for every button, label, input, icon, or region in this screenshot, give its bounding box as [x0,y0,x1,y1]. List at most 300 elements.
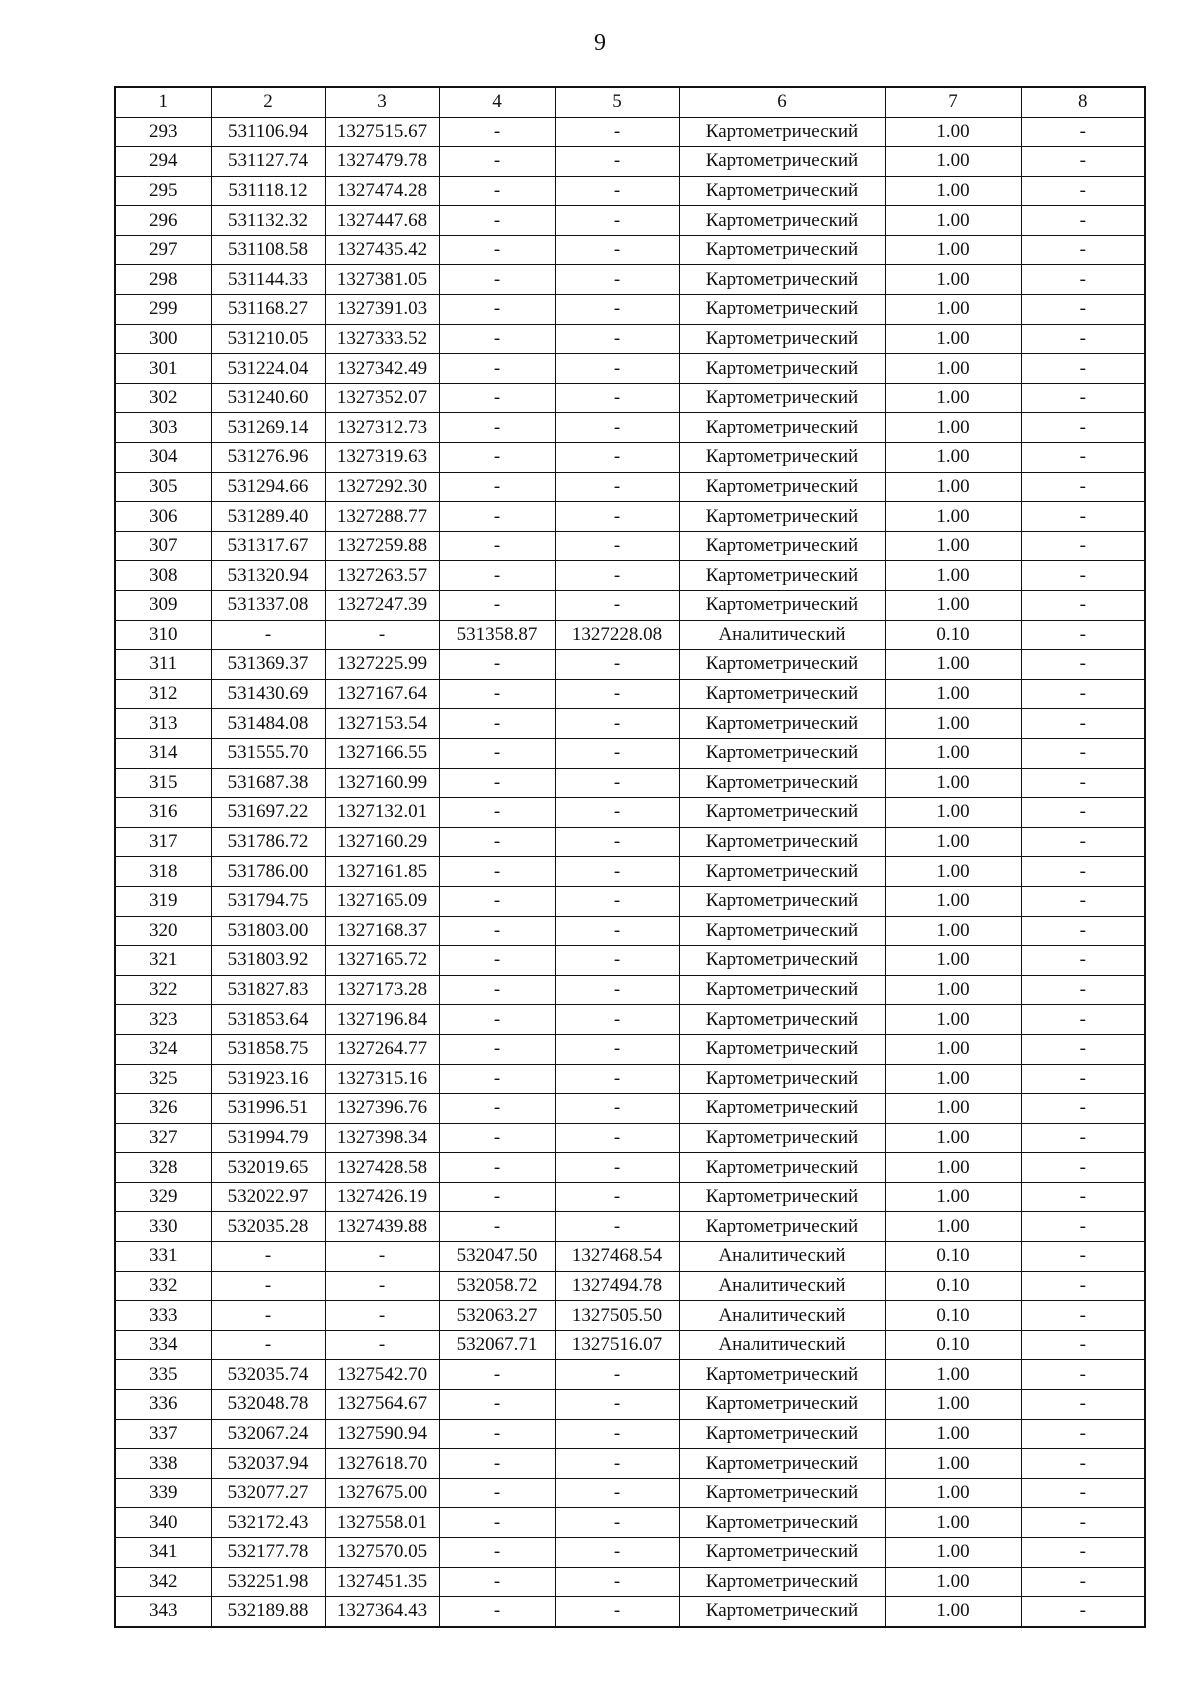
table-cell: Картометрический [679,1034,885,1064]
table-cell: 317 [115,827,211,857]
table-cell: 531996.51 [211,1094,325,1124]
table-cell: 1327315.16 [325,1064,439,1094]
table-cell: 1327342.49 [325,354,439,384]
table-cell: 313 [115,709,211,739]
table-cell: 532067.24 [211,1419,325,1449]
table-cell: - [555,413,679,443]
table-cell: - [1021,354,1145,384]
table-cell: 1.00 [885,235,1021,265]
table-cell: 532035.74 [211,1360,325,1390]
table-cell: 1327228.08 [555,620,679,650]
table-cell: - [1021,295,1145,325]
table-cell: - [1021,591,1145,621]
table-cell: 531276.96 [211,443,325,473]
table-cell: - [1021,383,1145,413]
table-row [115,1449,1145,1479]
table-cell: - [439,176,555,206]
table-cell: - [439,650,555,680]
table-row [115,738,1145,768]
table-row [115,886,1145,916]
table-cell: - [1021,1212,1145,1242]
table-row [115,561,1145,591]
table-cell: 1.00 [885,1360,1021,1390]
table-cell: 333 [115,1301,211,1331]
table-cell: - [555,235,679,265]
table-cell: - [439,295,555,325]
table-cell: 327 [115,1123,211,1153]
table-cell: 324 [115,1034,211,1064]
table-cell: 1.00 [885,561,1021,591]
table-cell: 531317.67 [211,531,325,561]
table-cell: - [1021,798,1145,828]
table-cell: 531555.70 [211,738,325,768]
table-cell: Аналитический [679,1301,885,1331]
table-cell: 1.00 [885,1034,1021,1064]
table-cell: 1.00 [885,1182,1021,1212]
table-cell: 532251.98 [211,1567,325,1597]
table-row [115,1153,1145,1183]
column-header-3: 3 [325,87,439,117]
table-row [115,1064,1145,1094]
table-cell: - [555,768,679,798]
column-header-1: 1 [115,87,211,117]
column-header-5: 5 [555,87,679,117]
table-cell: Картометрический [679,827,885,857]
table-cell: 1.00 [885,354,1021,384]
table-cell: 1.00 [885,798,1021,828]
table-cell: - [555,295,679,325]
table-cell: 1.00 [885,502,1021,532]
table-row [115,1360,1145,1390]
table-cell: Картометрический [679,324,885,354]
table-cell: 293 [115,117,211,147]
table-row [115,1330,1145,1360]
table-cell: Картометрический [679,1094,885,1124]
table-cell: - [555,265,679,295]
table-cell: 326 [115,1094,211,1124]
table-cell: 1.00 [885,1597,1021,1627]
table-cell: 1327166.55 [325,738,439,768]
table-cell: - [555,1567,679,1597]
table-cell: - [439,1153,555,1183]
table-cell: 320 [115,916,211,946]
table-cell: 1.00 [885,1478,1021,1508]
table-cell: - [1021,531,1145,561]
table-cell: - [1021,946,1145,976]
table-cell: - [439,857,555,887]
table-cell: - [555,738,679,768]
table-cell: - [1021,827,1145,857]
table-cell: 531994.79 [211,1123,325,1153]
table-cell: 1.00 [885,176,1021,206]
table-cell: - [325,1301,439,1331]
table-cell: 531697.22 [211,798,325,828]
table-row [115,1419,1145,1449]
table-cell: - [439,502,555,532]
table-row [115,265,1145,295]
table-row [115,1567,1145,1597]
table-cell: 531803.00 [211,916,325,946]
table-cell: - [555,324,679,354]
table-cell: - [211,1330,325,1360]
table-cell: - [1021,1242,1145,1272]
table-cell: - [1021,1094,1145,1124]
table-cell: Картометрический [679,591,885,621]
table-cell: 1327165.09 [325,886,439,916]
table-cell: Картометрический [679,1123,885,1153]
table-cell: 1327494.78 [555,1271,679,1301]
table-cell: 1327391.03 [325,295,439,325]
table-cell: 307 [115,531,211,561]
table-cell: - [555,1419,679,1449]
table-cell: 340 [115,1508,211,1538]
table-cell: - [439,324,555,354]
table-cell: 1.00 [885,324,1021,354]
table-cell: 532019.65 [211,1153,325,1183]
table-cell: - [439,591,555,621]
table-cell: - [439,827,555,857]
table-cell: - [439,531,555,561]
table-cell: 1327474.28 [325,176,439,206]
table-cell: Картометрический [679,176,885,206]
table-row [115,827,1145,857]
table-cell: 332 [115,1271,211,1301]
table-cell: 531108.58 [211,235,325,265]
table-cell: 1.00 [885,768,1021,798]
table-cell: 1.00 [885,650,1021,680]
table-cell: 1327542.70 [325,1360,439,1390]
table-row [115,1094,1145,1124]
table-cell: - [555,1182,679,1212]
table-cell: 1327165.72 [325,946,439,976]
table-cell: - [555,1153,679,1183]
table-cell: 1327364.43 [325,1597,439,1627]
table-cell: 1327312.73 [325,413,439,443]
table-cell: - [555,1212,679,1242]
table-cell: Картометрический [679,206,885,236]
table-row [115,1242,1145,1272]
table-cell: Картометрический [679,1153,885,1183]
table-cell: 1327590.94 [325,1419,439,1449]
table-cell: 1.00 [885,531,1021,561]
table-cell: - [439,265,555,295]
table-row [115,1005,1145,1035]
table-row [115,975,1145,1005]
table-cell: - [439,206,555,236]
table-cell: Картометрический [679,1360,885,1390]
table-cell: 343 [115,1597,211,1627]
table-cell: - [1021,443,1145,473]
table-cell: - [439,354,555,384]
table-cell: - [439,738,555,768]
table-cell: - [439,443,555,473]
table-cell: - [439,1064,555,1094]
table-row [115,1478,1145,1508]
table-cell: - [1021,1182,1145,1212]
table-cell: 319 [115,886,211,916]
table-row [115,1034,1145,1064]
table-cell: 336 [115,1390,211,1420]
table-cell: 325 [115,1064,211,1094]
table-cell: 1.00 [885,1538,1021,1568]
table-cell: 531289.40 [211,502,325,532]
table-cell: Картометрический [679,235,885,265]
table-cell: 306 [115,502,211,532]
table-cell: 531118.12 [211,176,325,206]
table-cell: 531269.14 [211,413,325,443]
table-cell: 1.00 [885,413,1021,443]
table-cell: 330 [115,1212,211,1242]
table-cell: 305 [115,472,211,502]
table-cell: - [555,916,679,946]
table-cell: - [439,798,555,828]
table-cell: - [1021,147,1145,177]
table-cell: 341 [115,1538,211,1568]
table-cell: Картометрический [679,1064,885,1094]
table-cell: Картометрический [679,1567,885,1597]
table-cell: 1327153.54 [325,709,439,739]
table-cell: 1.00 [885,1567,1021,1597]
table-cell: 1327447.68 [325,206,439,236]
table-cell: 321 [115,946,211,976]
table-cell: - [555,176,679,206]
table-cell: 531210.05 [211,324,325,354]
table-cell: Картометрический [679,1508,885,1538]
table-cell: - [1021,768,1145,798]
table-cell: 342 [115,1567,211,1597]
table-cell: - [1021,235,1145,265]
table-cell: - [439,1034,555,1064]
table-row [115,1271,1145,1301]
table-cell: 1.00 [885,472,1021,502]
table-cell: Аналитический [679,1271,885,1301]
table-cell: 1.00 [885,1419,1021,1449]
table-cell: - [439,117,555,147]
table-row [115,117,1145,147]
table-cell: - [555,383,679,413]
table-cell: 531369.37 [211,650,325,680]
table-cell: - [1021,650,1145,680]
table-cell: 1.00 [885,1094,1021,1124]
table-cell: Картометрический [679,738,885,768]
table-cell: - [555,1094,679,1124]
table-row [115,147,1145,177]
table-cell: 331 [115,1242,211,1272]
table-cell: 1327396.76 [325,1094,439,1124]
table-cell: Картометрический [679,1005,885,1035]
table-cell: 1327479.78 [325,147,439,177]
table-cell: Картометрический [679,946,885,976]
table-cell: - [555,709,679,739]
table-cell: 1.00 [885,1508,1021,1538]
table-cell: - [555,1360,679,1390]
table-cell: 1.00 [885,147,1021,177]
table-row [115,1123,1145,1153]
table-cell: 532189.88 [211,1597,325,1627]
column-header-8: 8 [1021,87,1145,117]
table-cell: Картометрический [679,531,885,561]
table-row [115,295,1145,325]
table-cell: 531144.33 [211,265,325,295]
table-cell: Картометрический [679,443,885,473]
table-cell: - [1021,1538,1145,1568]
table-cell: 299 [115,295,211,325]
table-cell: - [1021,620,1145,650]
column-header-6: 6 [679,87,885,117]
table-cell: 338 [115,1449,211,1479]
table-cell: Картометрический [679,265,885,295]
table-row [115,383,1145,413]
table-cell: 339 [115,1478,211,1508]
table-cell: 1.00 [885,1390,1021,1420]
table-header-row [115,87,1145,117]
table-cell: 1327264.77 [325,1034,439,1064]
table-row [115,324,1145,354]
table-cell: - [439,1538,555,1568]
table-cell: - [1021,413,1145,443]
table-cell: 1327468.54 [555,1242,679,1272]
table-cell: 532177.78 [211,1538,325,1568]
table-cell: 1.00 [885,679,1021,709]
table-cell: 1.00 [885,295,1021,325]
table-cell: - [1021,738,1145,768]
table-cell: 531168.27 [211,295,325,325]
table-cell: 335 [115,1360,211,1390]
table-cell: 1327167.64 [325,679,439,709]
table-cell: - [1021,1153,1145,1183]
table-cell: - [325,1330,439,1360]
table-cell: - [555,1123,679,1153]
table-cell: 1327132.01 [325,798,439,828]
table-cell: 531294.66 [211,472,325,502]
table-cell: Картометрический [679,1212,885,1242]
table-cell: - [555,1538,679,1568]
table-cell: - [1021,886,1145,916]
table-cell: 1327173.28 [325,975,439,1005]
table-cell: Картометрический [679,117,885,147]
table-cell: 532063.27 [439,1301,555,1331]
table-cell: - [439,472,555,502]
table-cell: - [439,886,555,916]
table-cell: 532172.43 [211,1508,325,1538]
table-cell: - [555,591,679,621]
table-row [115,1508,1145,1538]
table-cell: - [1021,1301,1145,1331]
table-cell: 1.00 [885,916,1021,946]
table-cell: - [555,1005,679,1035]
table-cell: Картометрический [679,354,885,384]
table-cell: 532037.94 [211,1449,325,1479]
table-cell: 318 [115,857,211,887]
table-cell: - [211,1271,325,1301]
table-row [115,709,1145,739]
table-row [115,857,1145,887]
table-cell: 1327398.34 [325,1123,439,1153]
table-cell: 309 [115,591,211,621]
table-row [115,413,1145,443]
table-cell: 1.00 [885,857,1021,887]
table-row [115,1538,1145,1568]
table-row [115,531,1145,561]
table-cell: - [1021,1271,1145,1301]
table-cell: - [1021,1005,1145,1035]
table-cell: - [1021,709,1145,739]
table-cell: Картометрический [679,1449,885,1479]
table-cell: - [439,1123,555,1153]
table-row [115,798,1145,828]
table-cell: - [439,1360,555,1390]
table-cell: 1.00 [885,1449,1021,1479]
table-cell: 296 [115,206,211,236]
table-row [115,768,1145,798]
table-cell: - [555,1478,679,1508]
table-cell: 1327160.99 [325,768,439,798]
table-cell: 328 [115,1153,211,1183]
table-cell: Картометрический [679,1478,885,1508]
table-cell: 1327168.37 [325,916,439,946]
table-cell: - [325,1271,439,1301]
table-cell: 1327160.29 [325,827,439,857]
table-cell: - [555,1064,679,1094]
table-cell: 0.10 [885,620,1021,650]
table-cell: - [439,1419,555,1449]
table-row [115,679,1145,709]
table-cell: - [211,620,325,650]
table-cell: 532058.72 [439,1271,555,1301]
table-cell: - [555,354,679,384]
table-cell: 1327319.63 [325,443,439,473]
table-cell: - [439,235,555,265]
table-body [115,117,1145,1627]
table-cell: 531127.74 [211,147,325,177]
table-cell: 1327564.67 [325,1390,439,1420]
table-cell: 531240.60 [211,383,325,413]
table-row [115,176,1145,206]
table-cell: - [555,502,679,532]
table-cell: - [555,117,679,147]
table-cell: Картометрический [679,1538,885,1568]
table-cell: - [555,798,679,828]
table-cell: 1.00 [885,1212,1021,1242]
table-cell: - [439,1449,555,1479]
table-cell: 1.00 [885,443,1021,473]
table-row [115,1212,1145,1242]
table-cell: - [439,679,555,709]
table-cell: - [439,383,555,413]
table-cell: - [555,531,679,561]
table-cell: 1327292.30 [325,472,439,502]
table-cell: 1.00 [885,1005,1021,1035]
table-cell: - [1021,206,1145,236]
table-cell: 1327451.35 [325,1567,439,1597]
table-cell: 531132.32 [211,206,325,236]
table-cell: 1327435.42 [325,235,439,265]
table-cell: 531794.75 [211,886,325,916]
table-cell: Картометрический [679,709,885,739]
table-cell: 531358.87 [439,620,555,650]
table-cell: 1327288.77 [325,502,439,532]
table-cell: 531853.64 [211,1005,325,1035]
table-cell: 308 [115,561,211,591]
table-cell: 329 [115,1182,211,1212]
table-cell: 1327225.99 [325,650,439,680]
table-cell: - [439,975,555,1005]
table-cell: 337 [115,1419,211,1449]
table-cell: Аналитический [679,1330,885,1360]
table-cell: - [439,946,555,976]
page-number: 9 [594,30,606,56]
column-header-2: 2 [211,87,325,117]
